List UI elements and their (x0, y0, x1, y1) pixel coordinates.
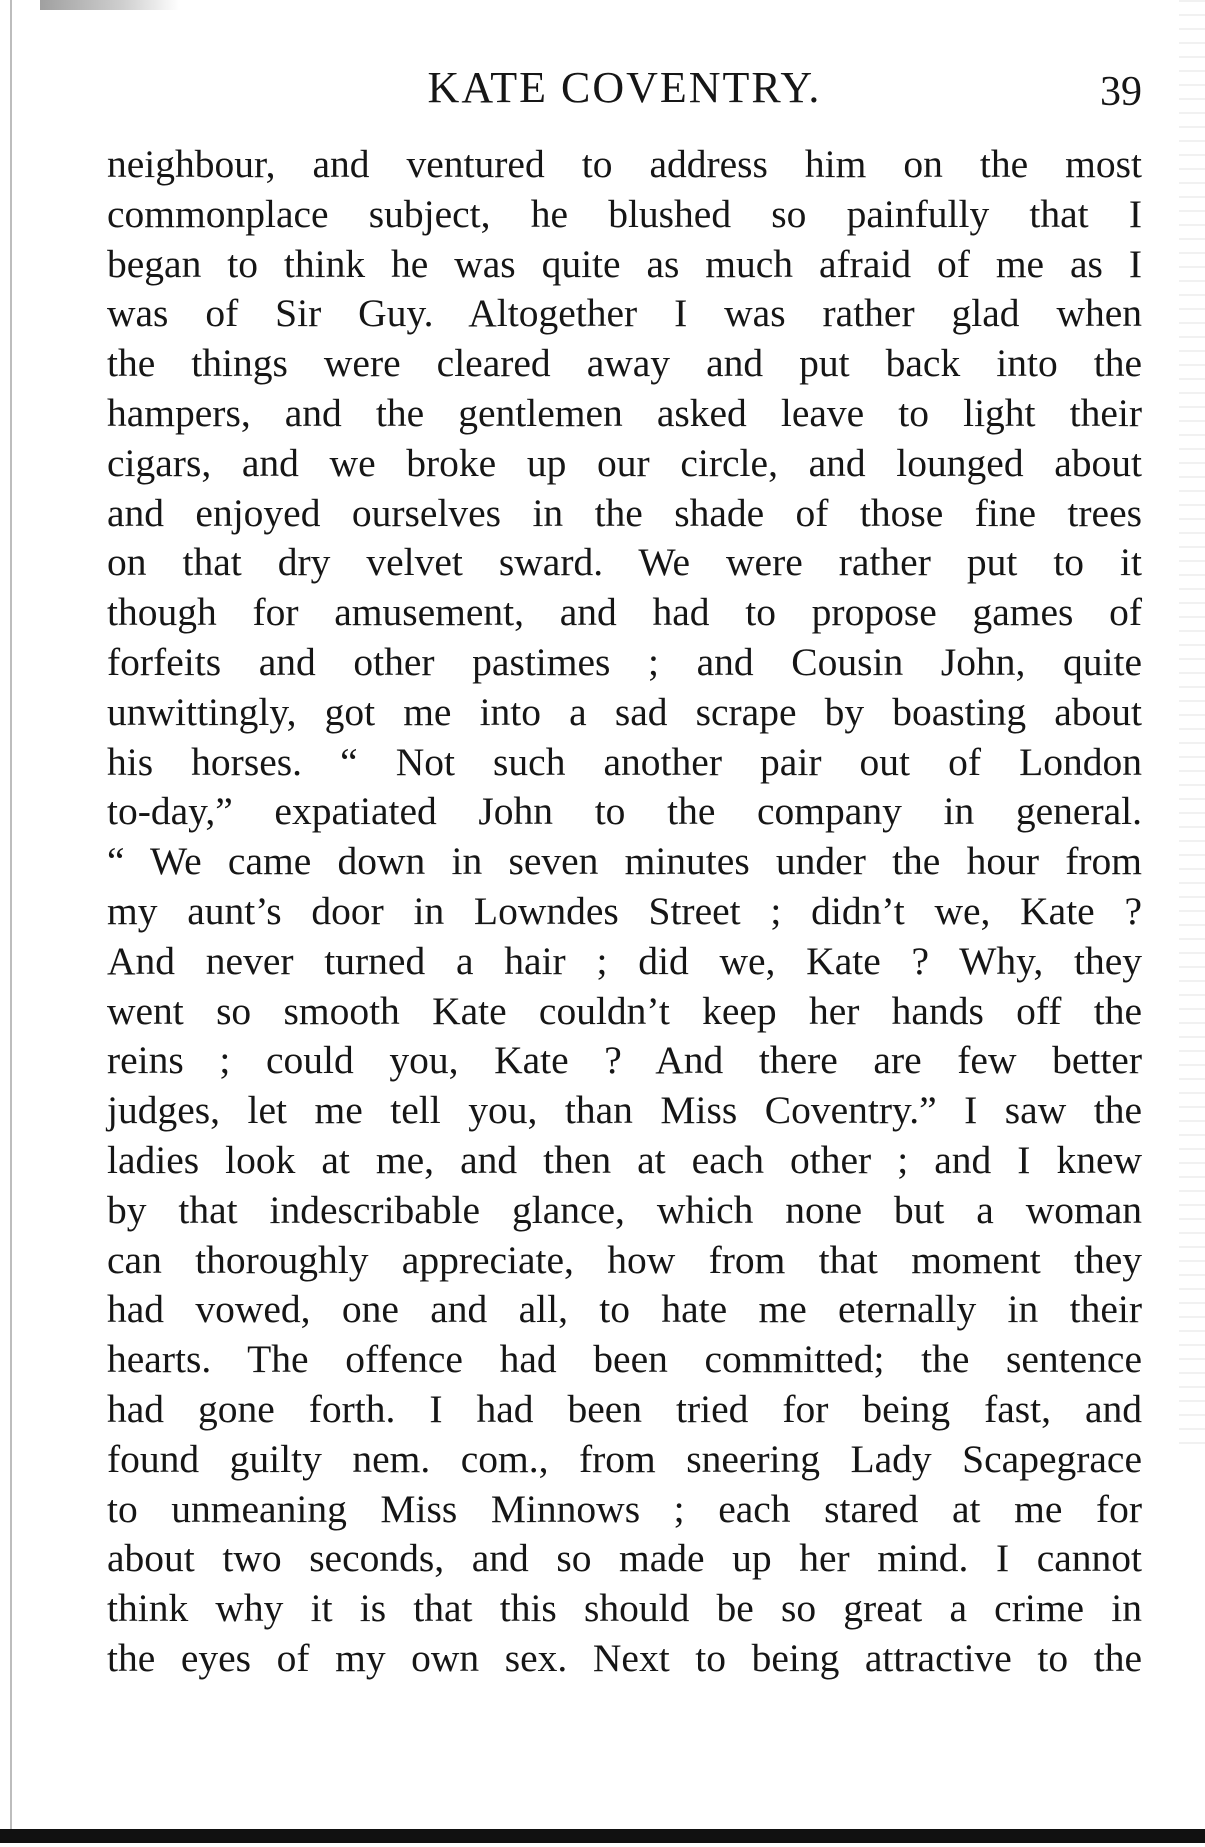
text-line: had vowed, one and all, to hate me eternally in their (107, 1287, 1142, 1332)
text-line: my aunt’s door in Lowndes Street ; didn’t we, Kate ? (107, 888, 1142, 933)
text-line: reins ; could you, Kate ? And there are few better (107, 1038, 1142, 1083)
text-line: had gone forth. I had been tried for being fast, and (107, 1386, 1142, 1431)
text-line: found guilty nem. com., from sneering Lady Scapegrace (107, 1436, 1142, 1481)
text-line: neighbour, and ventured to address him on the most (107, 142, 1142, 186)
text-line: was of Sir Guy. Altogether I was rather glad when (107, 291, 1142, 336)
text-line: ladies look at me, and then at each other ; and I knew (107, 1137, 1142, 1182)
text-line: commonplace subject, he blushed so painfully that I (107, 191, 1142, 236)
text-line: cigars, and we broke up our circle, and lounged about (107, 440, 1142, 485)
scan-smudge (40, 0, 180, 10)
page-bottom-bar (0, 1829, 1205, 1843)
text-line: think why it is that this should be so great a crime in (107, 1586, 1142, 1631)
text-line: “ We came down in seven minutes under the hour from (107, 839, 1142, 884)
text-line: hearts. The offence had been committed; the sentence (107, 1337, 1142, 1382)
page-edge-shadow (10, 0, 12, 1830)
text-line: on that dry velvet sward. We were rather put to it (107, 540, 1142, 585)
text-line: began to think he was quite as much afraid of me as I (107, 241, 1142, 286)
text-line: and enjoyed ourselves in the shade of those fine trees (107, 490, 1142, 535)
running-title: KATE COVENTRY. (427, 63, 822, 112)
text-line: to-day,” expatiated John to the company in general. (107, 789, 1142, 834)
text-line: about two seconds, and so made up her mind. I cannot (107, 1536, 1142, 1581)
body-text (107, 140, 1142, 1684)
running-head (107, 58, 1142, 118)
text-line: the things were cleared away and put back into the (107, 341, 1142, 386)
page-number: 39 (1100, 69, 1142, 115)
text-line: his horses. “ Not such another pair out of London (107, 739, 1142, 784)
scan-speckle (1179, 0, 1205, 1450)
text-line: though for amusement, and had to propose games of (107, 590, 1142, 635)
text-line: can thoroughly appreciate, how from that moment they (107, 1237, 1142, 1282)
text-line: forfeits and other pastimes ; and Cousin John, quite (107, 639, 1142, 684)
text-line: And never turned a hair ; did we, Kate ? Why, they (107, 938, 1142, 983)
text-line: the eyes of my own sex. Next to being attractive to the (107, 1635, 1142, 1680)
text-line: went so smooth Kate couldn’t keep her hands off the (107, 988, 1142, 1033)
text-line: to unmeaning Miss Minnows ; each stared at me for (107, 1486, 1142, 1531)
text-line: judges, let me tell you, than Miss Coventry.” I saw the (107, 1088, 1142, 1133)
text-line: by that indescribable glance, which none but a woman (107, 1187, 1142, 1232)
text-line: hampers, and the gentlemen asked leave to light their (107, 390, 1142, 435)
text-line: unwittingly, got me into a sad scrape by boasting about (107, 689, 1142, 734)
